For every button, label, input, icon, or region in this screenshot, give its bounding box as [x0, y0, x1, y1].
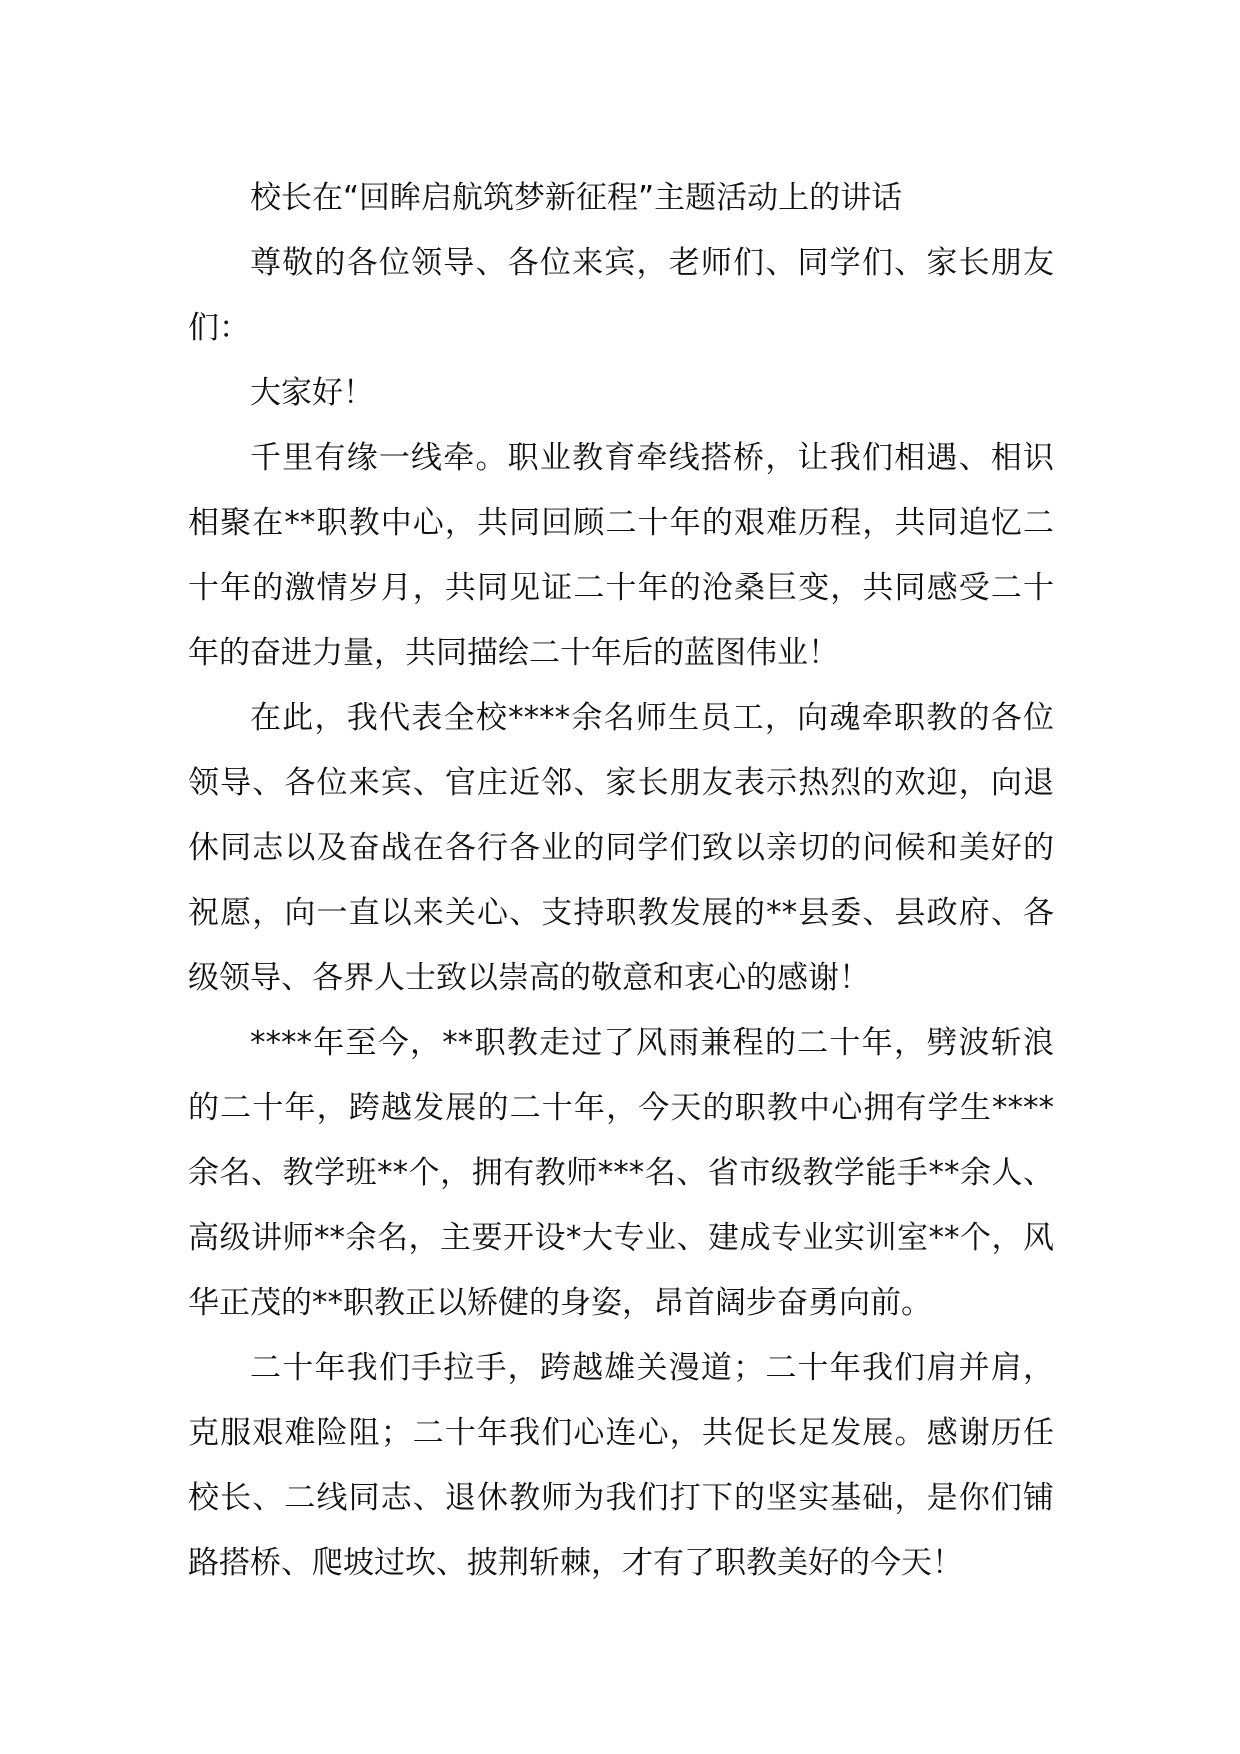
salutation-paragraph: 尊敬的各位领导、各位来宾，老师们、同学们、家长朋友们：	[188, 245, 1054, 346]
body-paragraph-1: 千里有缘一线牵。职业教育牵线搭桥，让我们相遇、相识相聚在**职教中心，共同回顾二十年的艰难历程，共同追忆二十年的激情岁月，共同见证二十年的沧桑巨变，共同感受二十年的奋进力量，共同描绘二十年后的蓝图伟业！	[188, 440, 1054, 671]
greeting-paragraph: 大家好！	[250, 375, 374, 411]
document-body	[188, 166, 1054, 1596]
body-paragraph-2: 在此，我代表全校****余名师生员工，向魂牵职教的各位领导、各位来宾、官庄近邻、家长朋友表示热烈的欢迎，向退休同志以及奋战在各行各业的同学们致以亲切的问候和美好的祝愿，向一直以来关心、支持职教发展的**县委、县政府、各级领导、各界人士致以崇高的敬意和衷心的感谢！	[188, 700, 1054, 996]
document-title: 校长在“回眸启航筑梦新征程”主题活动上的讲话	[250, 180, 903, 216]
body-paragraph-3: ****年至今，**职教走过了风雨兼程的二十年，劈波斩浪的二十年，跨越发展的二十年，今天的职教中心拥有学生****余名、教学班**个，拥有教师***名、省市级教学能手**余人、高级讲师**余名，主要开设*大专业、建成专业实训室**个，风华正茂的**职教正以矫健的身姿，昂首阔步奋勇向前。	[188, 1025, 1054, 1321]
body-paragraph-4: 二十年我们手拉手，跨越雄关漫道；二十年我们肩并肩，克服艰难险阻；二十年我们心连心，共促长足发展。感谢历任校长、二线同志、退休教师为我们打下的坚实基础，是你们铺路搭桥、爬坡过坎、披荆斩棘，才有了职教美好的今天！	[188, 1350, 1054, 1581]
